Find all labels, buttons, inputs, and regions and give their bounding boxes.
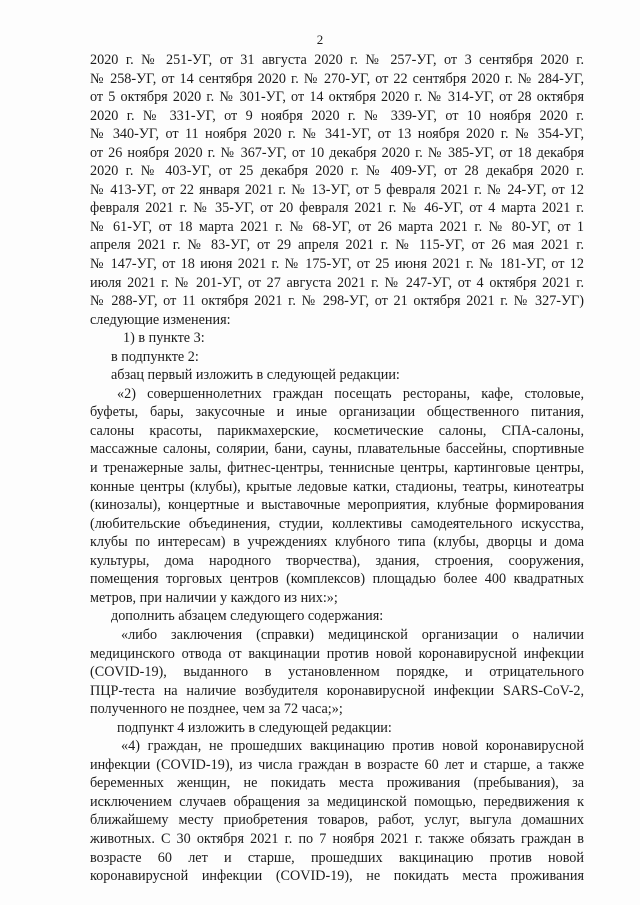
text-line: возрасте 60 лет и старше, прошедших вакцинацию против новой xyxy=(90,849,584,866)
page-number: 2 xyxy=(316,32,324,47)
text-line: ПЦР-теста на наличие возбудителя коронавирусной инфекции SARS-CoV-2, xyxy=(90,682,584,699)
text-line: № 258-УГ, от 14 сентября 2020 г. № 270-УГ, от 22 сентября 2020 г. № 284-УГ, xyxy=(90,70,584,87)
text-line: клубы по интересам) в учреждениях клубного типа (клубы, дворцы и дома xyxy=(90,534,584,551)
text-line: от 26 ноября 2020 г. № 367-УГ, от 10 декабря 2020 г. № 385-УГ, от 18 декабря xyxy=(90,144,584,161)
text-line: от 5 октября 2020 г. № 301-УГ, от 14 октября 2020 г. № 314-УГ, от 28 октября xyxy=(90,89,584,106)
text-line: конные центры (клубы), крытые ледовые катки, стадионы, театры, кинотеатры xyxy=(90,478,584,495)
text-line: подпункт 4 изложить в следующей редакции: xyxy=(117,719,392,736)
text-line: абзац первый изложить в следующей редакции: xyxy=(111,367,400,384)
text-line: инфекции (COVID-19), из числа граждан в возрасте 60 лет и старше, а также xyxy=(90,756,584,773)
document-body-text xyxy=(90,51,584,886)
text-line: животных. С 30 октября 2021 г. по 7 ноября 2021 г. также обязать граждан в xyxy=(90,830,584,847)
text-line: «2) совершеннолетних граждан посещать рестораны, кафе, столовые, xyxy=(117,385,584,402)
text-line: 2020 г. № 331-УГ, от 9 ноября 2020 г. № 339-УГ, от 10 ноября 2020 г. xyxy=(90,107,584,124)
text-line: (COVID-19), выданного в установленном порядке, и отрицательного xyxy=(90,664,584,681)
text-line: дополнить абзацем следующего содержания: xyxy=(111,608,384,625)
text-line: исключением случаев обращения за медицинской помощью, передвижения к xyxy=(90,793,584,810)
text-line: в подпункте 2: xyxy=(111,348,199,365)
text-line: полученного не позднее, чем за 72 часа;»; xyxy=(90,701,343,718)
text-line: № 413-УГ, от 22 января 2021 г. № 13-УГ, от 5 февраля 2021 г. № 24-УГ, от 12 xyxy=(90,181,584,198)
text-line: «либо заключения (справки) медицинской организации о наличии xyxy=(121,626,584,643)
text-line: июля 2021 г. № 201-УГ, от 27 августа 2021 г. № 247-УГ, от 4 октября 2021 г. xyxy=(90,274,584,291)
text-line: февраля 2021 г. № 35-УГ, от 20 февраля 2021 г. № 46-УГ, от 4 марта 2021 г. xyxy=(90,200,584,217)
text-line: культуры, дома народного творчества), здания, строения, сооружения, xyxy=(90,552,584,569)
text-line: метров, при наличии у каждого из них:»; xyxy=(90,589,338,606)
text-line: № 288-УГ, от 11 октября 2021 г. № 298-УГ, от 21 октября 2021 г. № 327-УГ) xyxy=(90,293,584,310)
text-line: помещения торговых центров (комплексов) площадью более 400 квадратных xyxy=(90,571,584,588)
text-line: беременных женщин, не покидать места проживания (пребывания), за xyxy=(90,775,584,792)
text-line: массажные салоны, солярии, бани, сауны, плавательные бассейны, спортивные xyxy=(90,441,584,458)
text-line: ближайшему месту приобретения товаров, работ, услуг, выгула домашних xyxy=(90,812,584,829)
text-line: (кинозалы), концертные и выставочные мероприятия, клубные формирования xyxy=(90,497,584,514)
text-line: № 61-УГ, от 18 марта 2021 г. № 68-УГ, от 26 марта 2021 г. № 80-УГ, от 1 xyxy=(90,218,584,235)
text-line: № 340-УГ, от 11 ноября 2020 г. № 341-УГ, от 13 ноября 2020 г. № 354-УГ, xyxy=(90,126,584,143)
text-line: следующие изменения: xyxy=(90,311,231,328)
text-line: № 147-УГ, от 18 июня 2021 г. № 175-УГ, от 25 июня 2021 г. № 181-УГ, от 12 xyxy=(90,256,584,273)
text-line: 1) в пункте 3: xyxy=(123,330,205,347)
text-line: 2020 г. № 403-УГ, от 25 декабря 2020 г. № 409-УГ, от 28 декабря 2020 г. xyxy=(90,163,584,180)
text-line: (любительские объединения, студии, коллективы самодеятельного искусства, xyxy=(90,515,584,532)
text-line: и тренажерные залы, фитнес-центры, теннисные центры, картинговые центры, xyxy=(90,460,584,477)
text-line: салоны красоты, парикмахерские, косметические салоны, СПА-салоны, xyxy=(90,422,584,439)
text-line: медицинского отвода от вакцинации против новой коронавирусной инфекции xyxy=(90,645,584,662)
text-line: апреля 2021 г. № 83-УГ, от 29 апреля 2021 г. № 115-УГ, от 26 мая 2021 г. xyxy=(90,237,584,254)
text-line: коронавирусной инфекции (COVID-19), не покидать места проживания xyxy=(90,868,584,885)
text-line: буфеты, бары, закусочные и иные организации общественного питания, xyxy=(90,404,584,421)
text-line: 2020 г. № 251-УГ, от 31 августа 2020 г. № 257-УГ, от 3 сентября 2020 г. xyxy=(90,52,584,68)
text-line: «4) граждан, не прошедших вакцинацию против новой коронавирусной xyxy=(121,738,584,755)
